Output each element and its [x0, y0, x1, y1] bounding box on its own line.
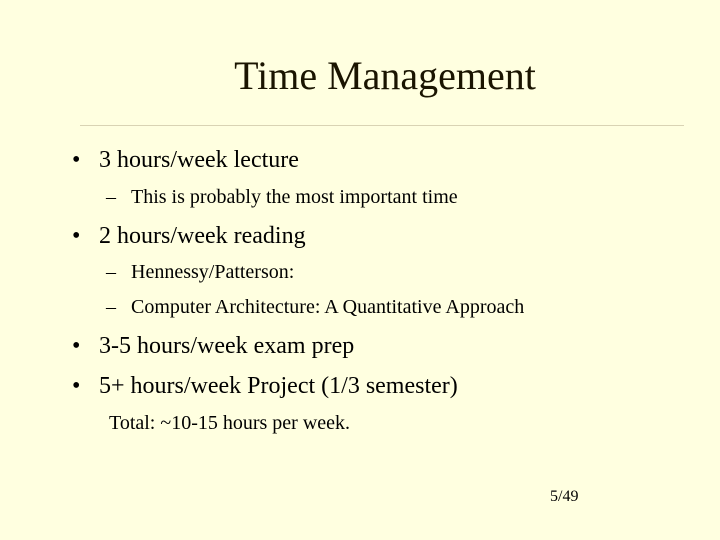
bullet-text: 3-5 hours/week exam prep — [99, 333, 355, 359]
sub-item-text: Computer Architecture: A Quantitative Approach — [131, 296, 525, 318]
bullet-item-exam-prep — [72, 332, 354, 360]
bullet-text: 2 hours/week reading — [99, 223, 306, 249]
sub-item-text: This is probably the most important time — [131, 186, 458, 208]
sub-item-text: Hennessy/Patterson: — [131, 261, 295, 283]
bullet-icon: • — [72, 373, 81, 399]
dash-icon: – — [106, 296, 116, 318]
dash-icon: – — [106, 261, 116, 283]
bullet-item-lecture — [72, 146, 299, 174]
bullet-text: 3 hours/week lecture — [99, 147, 299, 173]
bullet-icon: • — [72, 333, 81, 359]
page-number: 5/49 — [550, 488, 579, 505]
bullet-item-reading — [72, 222, 306, 250]
sub-item-important-time — [106, 185, 458, 209]
bullet-text: 5+ hours/week Project (1/3 semester) — [99, 373, 458, 399]
slide-title: Time Management — [234, 53, 536, 98]
dash-icon: – — [106, 186, 116, 208]
total-note: Total: ~10-15 hours per week. — [109, 412, 351, 434]
sub-item-book-title — [106, 295, 524, 319]
bullet-icon: • — [72, 223, 81, 249]
sub-item-hennessy-patterson — [106, 260, 294, 284]
bullet-item-project — [72, 372, 458, 400]
title-divider — [80, 125, 684, 126]
bullet-icon: • — [72, 147, 81, 173]
